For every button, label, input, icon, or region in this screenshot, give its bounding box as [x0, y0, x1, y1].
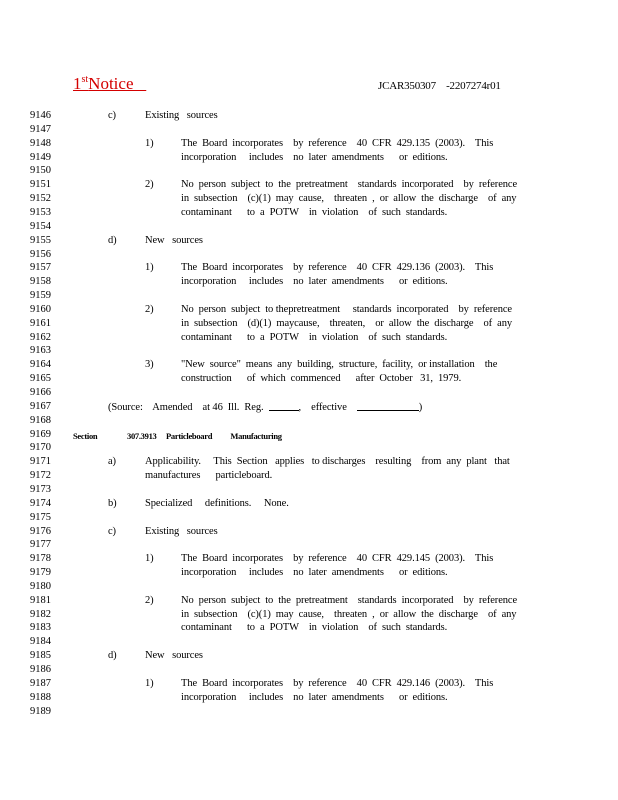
line-number: 9187	[30, 677, 51, 689]
line-number: 9175	[30, 511, 51, 523]
line-number: 9170	[30, 442, 51, 454]
line-number: 9157	[30, 262, 51, 274]
line-number: 9189	[30, 705, 51, 717]
line-number: 9163	[30, 345, 51, 357]
paragraph-text: The Board incorporates by reference 40 CFR 429.146 (2003). This	[181, 677, 494, 689]
paragraph-text: incorporation includes no later amendments or editions.	[181, 151, 448, 163]
register-number-blank	[269, 400, 299, 411]
line-number: 9162	[30, 331, 51, 343]
list-marker: d)	[108, 234, 117, 246]
list-marker: 2)	[145, 179, 154, 191]
paragraph-text: The Board incorporates by reference 40 CFR 429.145 (2003). This	[181, 553, 494, 565]
line-number: 9147	[30, 123, 51, 135]
source-effective: , effective	[298, 401, 347, 413]
line-number: 9186	[30, 664, 51, 675]
effective-date-blank	[357, 400, 419, 411]
line-number: 9158	[30, 276, 51, 288]
line-number: 9148	[30, 137, 51, 149]
line-number: 9164	[30, 359, 51, 371]
paragraph-text: incorporation includes no later amendments or editions.	[181, 276, 448, 288]
paragraph-text: Existing sources	[145, 525, 218, 537]
line-number: 9188	[30, 691, 51, 703]
line-number: 9185	[30, 650, 51, 662]
paragraph-text: No person subject to thepretreatment standards incorporated by reference	[181, 303, 512, 315]
line-number: 9178	[30, 553, 51, 565]
paragraph-text: New sources	[145, 234, 203, 246]
line-number: 9183	[30, 622, 51, 634]
line-number: 9179	[30, 567, 51, 579]
line-number: 9182	[30, 608, 51, 620]
notice-word: Notice	[88, 74, 134, 93]
section-number: 307.3913	[127, 430, 157, 441]
line-number: 9146	[30, 110, 51, 121]
source-close: )	[418, 401, 423, 413]
list-marker: 1)	[145, 262, 154, 274]
paragraph-text: contaminant to a POTW in violation of such standards.	[181, 622, 448, 634]
paragraph-text: in subsection (d)(1) maycause, threaten, or allow the discharge of any	[181, 317, 512, 329]
line-number: 9184	[30, 636, 51, 648]
paragraph-text: in subsection (c)(1) may cause, threaten , or allow the discharge of any	[181, 608, 517, 620]
paragraph-text: The Board incorporates by reference 40 CFR 429.136 (2003). This	[181, 262, 494, 274]
notice-underline-pad	[134, 74, 147, 93]
line-number: 9169	[30, 428, 51, 440]
line-number: 9159	[30, 290, 51, 302]
list-marker: b)	[108, 497, 117, 509]
notice-header	[73, 74, 146, 94]
section-title: Particleboard Manufacturing	[166, 430, 282, 441]
list-marker: d)	[108, 650, 117, 662]
list-marker: 1)	[145, 677, 154, 689]
line-number: 9160	[30, 303, 51, 315]
source-prefix: (Source: Amended at 46 Ill. Reg.	[108, 401, 264, 413]
paragraph-text: contaminant to a POTW in violation of such standards.	[181, 331, 448, 343]
paragraph-text: "New source" means any building, structure, facility, or installation the	[181, 359, 498, 371]
paragraph-text: New sources	[145, 650, 203, 662]
list-marker: 2)	[145, 303, 154, 315]
line-number: 9149	[30, 151, 51, 163]
list-marker: a)	[108, 456, 116, 468]
line-number: 9177	[30, 539, 51, 551]
line-number: 9161	[30, 317, 51, 329]
paragraph-text: Specialized definitions. None.	[145, 497, 289, 509]
paragraph-text: The Board incorporates by reference 40 CFR 429.135 (2003). This	[181, 137, 494, 149]
list-marker: c)	[108, 525, 116, 537]
line-number: 9176	[30, 525, 51, 537]
paragraph-text: incorporation includes no later amendments or editions.	[181, 691, 448, 703]
line-number: 9152	[30, 193, 51, 205]
paragraph-text: incorporation includes no later amendments or editions.	[181, 567, 448, 579]
line-number: 9150	[30, 165, 51, 177]
list-marker: 1)	[145, 137, 154, 149]
list-marker: 2)	[145, 594, 154, 606]
notice-number: 1	[73, 74, 82, 93]
list-marker: 1)	[145, 553, 154, 565]
list-marker: 3)	[145, 359, 154, 371]
paragraph-text: manufactures particleboard.	[145, 470, 273, 482]
line-number: 9172	[30, 470, 51, 482]
line-number: 9171	[30, 456, 51, 468]
section-label: Section	[73, 430, 98, 441]
paragraph-text: in subsection (c)(1) may cause, threaten , or allow the discharge of any	[181, 193, 517, 205]
paragraph-text: No person subject to the pretreatment standards incorporated by reference	[181, 594, 518, 606]
line-number: 9180	[30, 580, 51, 592]
line-number: 9165	[30, 373, 51, 385]
line-number: 9166	[30, 387, 51, 398]
line-number: 9151	[30, 179, 51, 191]
line-number: 9167	[30, 400, 51, 412]
line-number: 9181	[30, 594, 51, 606]
document-code: JCAR350307 -2207274r01	[378, 80, 501, 92]
line-number: 9153	[30, 206, 51, 218]
list-marker: c)	[108, 110, 116, 121]
paragraph-text: construction of which commenced after October 31, 1979.	[181, 373, 462, 385]
paragraph-text: Applicability. This Section applies to discharges resulting from any plant that	[145, 456, 510, 468]
paragraph-text: No person subject to the pretreatment standards incorporated by reference	[181, 179, 518, 191]
notice-superscript: st	[81, 74, 89, 85]
paragraph-text: Existing sources	[145, 110, 218, 121]
source-note	[108, 400, 422, 415]
line-number: 9168	[30, 414, 51, 426]
line-number: 9154	[30, 220, 51, 232]
line-number: 9155	[30, 234, 51, 246]
line-number: 9174	[30, 497, 51, 509]
paragraph-text: contaminant to a POTW in violation of such standards.	[181, 206, 448, 218]
line-number: 9173	[30, 483, 51, 495]
line-number: 9156	[30, 248, 51, 260]
